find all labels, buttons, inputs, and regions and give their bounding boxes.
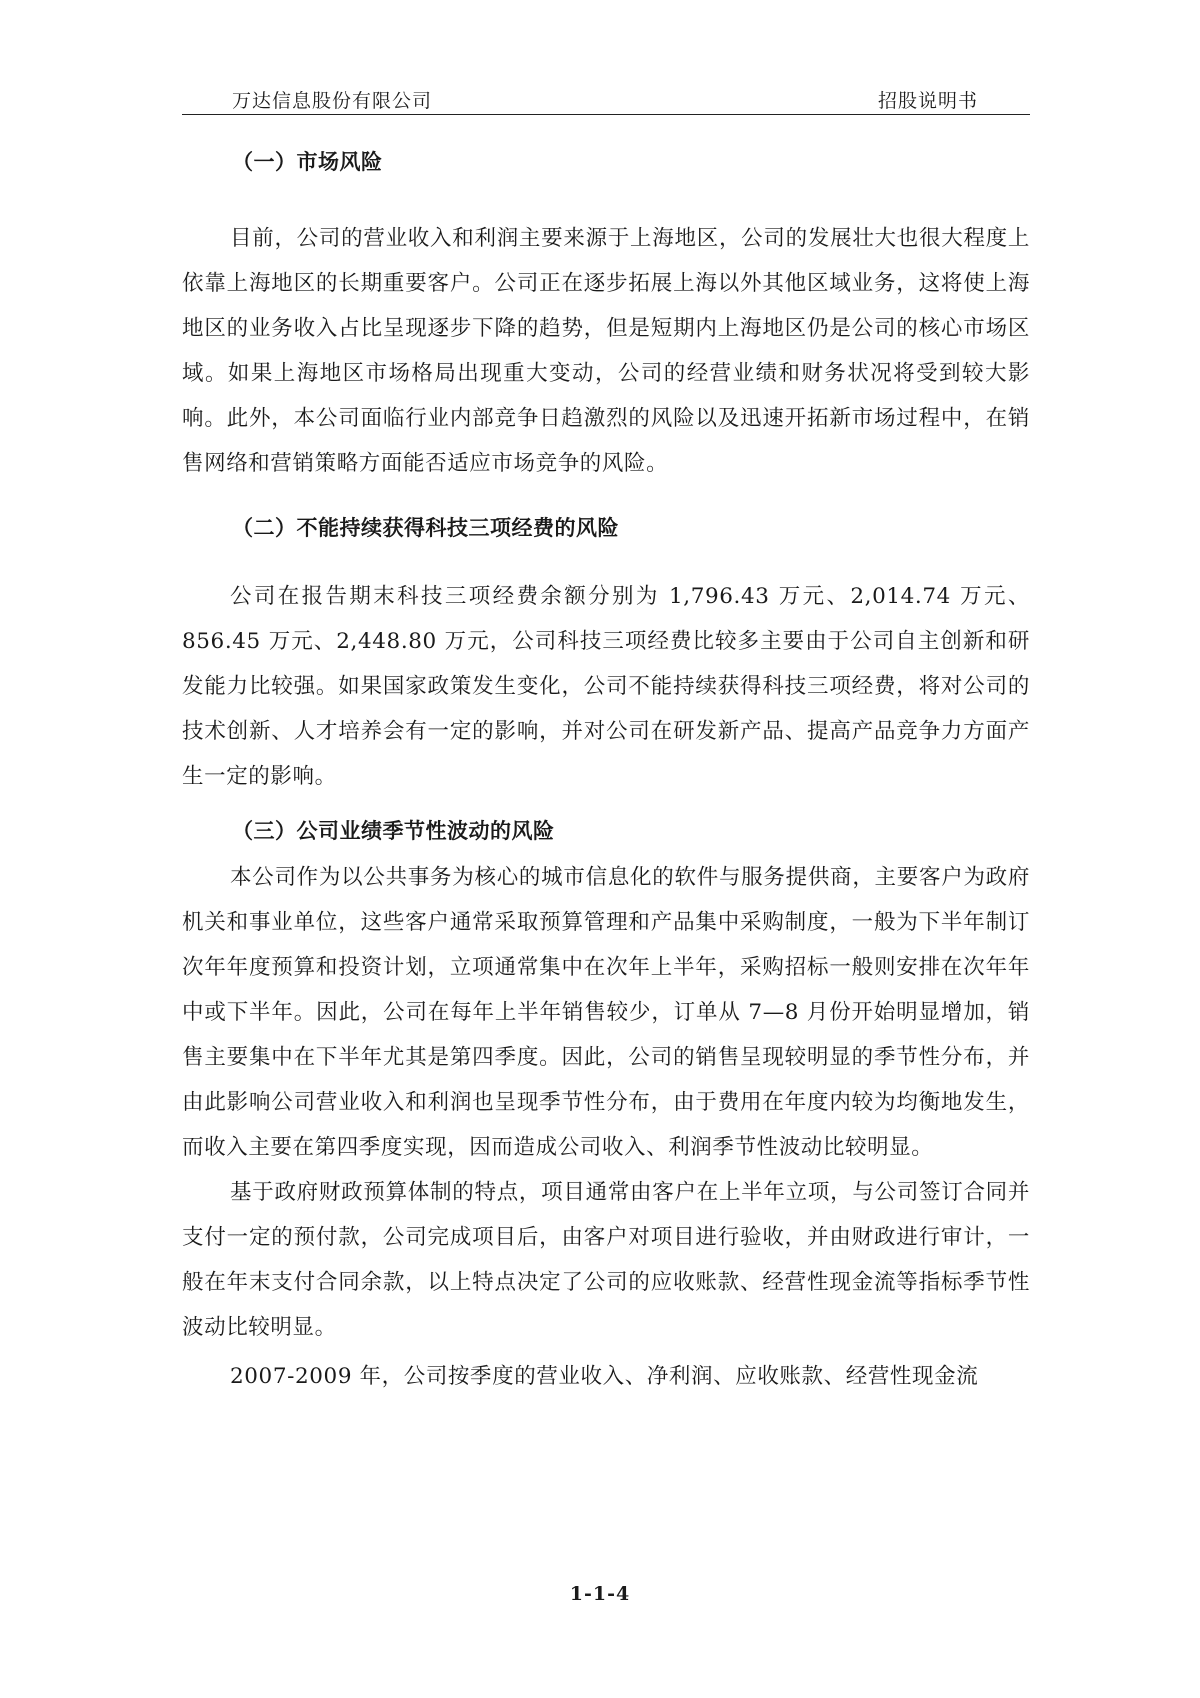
section-paragraph: 本公司作为以公共事务为核心的城市信息化的软件与服务提供商，主要客户为政府机关和事业单位，这些客户通常采取预算管理和产品集中采购制度，一般为下半年制订次年年度预算和投资计划，立项通常集中在次年上半年，采购招标一般则安排在次年年中或下半年。因此，公司在每年上半年销售较少，订单从 7—8 月份开始明显增加，销售主要集中在下半年尤其是第四季度。因此，公司的销售呈现较明显的季节性分布，并由此影响公司营业收入和利润也呈现季节性分布，由于费用在年度内较为均衡地发生，而收入主要在第四季度实现，因而造成公司收入、利润季节性波动比较明显。 [182, 865, 1030, 1160]
page-header [182, 86, 1030, 115]
section-heading-seasonality-risk: （三）公司业绩季节性波动的风险 [232, 819, 555, 843]
section-paragraph: 目前，公司的营业收入和利润主要来源于上海地区，公司的发展壮大也很大程度上依靠上海地区的长期重要客户。公司正在逐步拓展上海以外其他区域业务，这将使上海地区的业务收入占比呈现逐步下降的趋势，但是短期内上海地区仍是公司的核心市场区域。如果上海地区市场格局出现重大变动，公司的经营业绩和财务状况将受到较大影响。此外，本公司面临行业内部竞争日趋激烈的风险以及迅速开拓新市场过程中，在销售网络和营销策略方面能否适应市场竞争的风险。 [182, 226, 1030, 476]
section-heading-tech-funding-risk: （二）不能持续获得科技三项经费的风险 [232, 516, 619, 540]
header-document-type: 招股说明书 [877, 90, 978, 112]
page-number: 1-1-4 [569, 1583, 631, 1605]
section-paragraph: 2007-2009 年，公司按季度的营业收入、净利润、应收账款、经营性现金流 [230, 1364, 979, 1389]
header-company-name: 万达信息股份有限公司 [232, 90, 433, 112]
section-paragraph: 公司在报告期末科技三项经费余额分别为 1,796.43 万元、2,014.74 万元、856.45 万元、2,448.80 万元，公司科技三项经费比较多主要由于公司自主创新和研发能力比较强。如果国家政策发生变化，公司不能持续获得科技三项经费，将对公司的技术创新、人才培养会有一定的影响，并对公司在研发新产品、提高产品竞争力方面产生一定的影响。 [182, 584, 1030, 789]
page-content [182, 140, 1030, 1399]
section-paragraph: 基于政府财政预算体制的特点，项目通常由客户在上半年立项，与公司签订合同并支付一定的预付款，公司完成项目后，由客户对项目进行验收，并由财政进行审计，一般在年末支付合同余款，以上特点决定了公司的应收账款、经营性现金流等指标季节性波动比较明显。 [182, 1180, 1030, 1340]
section-heading-market-risk: （一）市场风险 [232, 150, 383, 174]
